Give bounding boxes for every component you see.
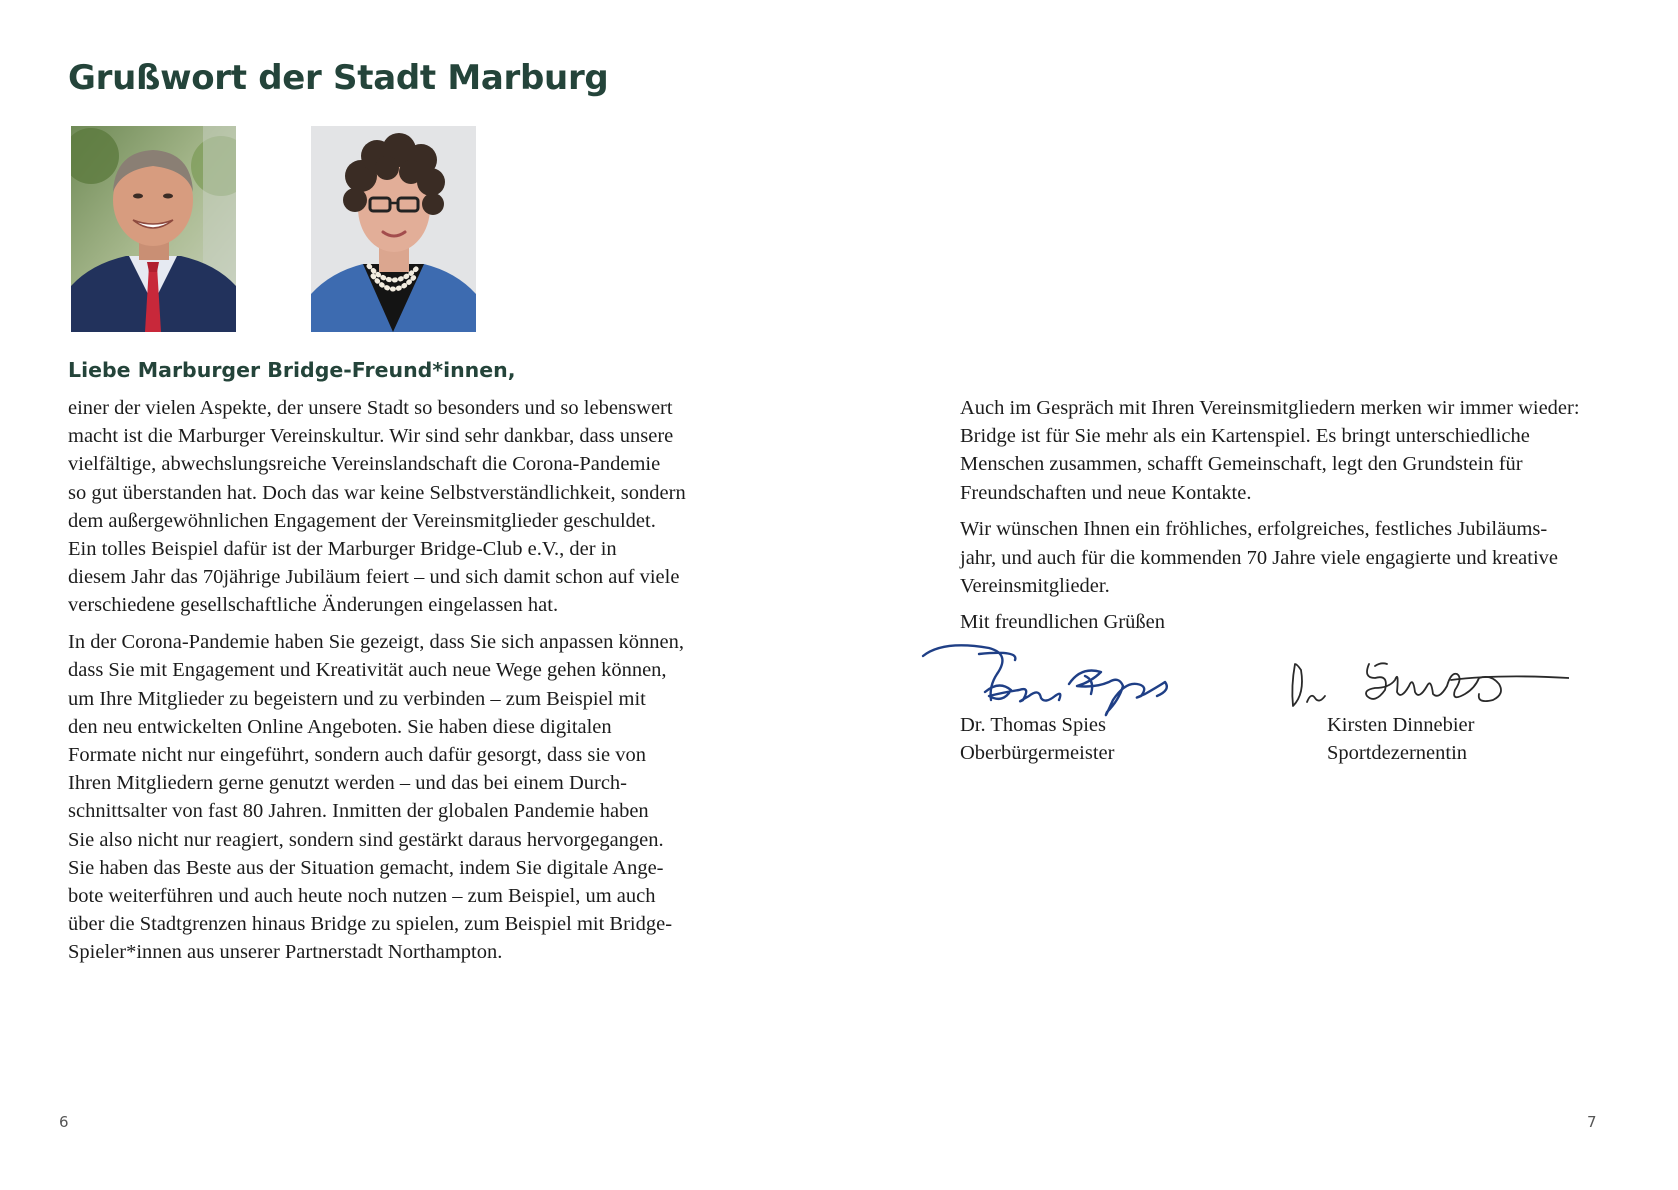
portrait-photo-dinnebier [311,126,476,332]
text-line: über die Stadtgrenzen hinaus Bridge zu spielen, zum Beispiel mit Bridge- [68,913,673,936]
letter-text-left [68,394,758,975]
text-line: verschiedene gesellschaftliche Änderungen eingelassen hat. [68,594,559,617]
text-line: Ihren Mitgliedern gerne genutzt werden – und das bei einem Durch- [68,772,627,795]
text-line: um Ihre Mitglieder zu begeistern und zu verbinden – zum Beispiel mit [68,687,646,710]
paragraph [68,628,758,966]
text-line: Sie haben das Beste aus der Situation gemacht, indem Sie digitale Ange- [68,856,664,879]
text-line: macht ist die Marburger Vereinskultur. Wir sind sehr dankbar, dass unsere [68,425,674,448]
text-line: dass Sie mit Engagement und Kreativität auch neue Wege gehen können, [68,659,667,682]
paragraph [960,394,1650,507]
closing-phrase [960,608,1650,636]
letter-text-right [960,394,1650,645]
text-line: bote weiterführen und auch heute noch nutzen – zum Beispiel, um auch [68,884,656,907]
text-line: jahr, und auch für die kommenden 70 Jahre viele engagierte und kreative [960,546,1559,569]
portrait-photo-spies [71,126,236,332]
text-line: den neu entwickelten Online Angeboten. Sie haben diese digitalen [68,715,612,738]
text-line: Spieler*innen aus unserer Partnerstadt Northampton. [68,941,503,964]
text-line: dem außergewöhnlichen Engagement der Vereinsmitglieder geschuldet. [68,509,656,532]
text-line: Ein tolles Beispiel dafür ist der Marburger Bridge-Club e.V., der in [68,538,617,561]
signatory-role: Oberbürgermeister [960,742,1115,764]
text-line: Mit freundlichen Grüßen [960,611,1165,634]
text-line: diesem Jahr das 70jährige Jubiläum feiert – und sich damit schon auf viele [68,566,680,589]
text-line: so gut überstanden hat. Doch das war keine Selbstverständlichkeit, sondern [68,481,686,504]
salutation: Liebe Marburger Bridge-Freund*innen, [68,358,516,382]
text-line: Formate nicht nur eingeführt, sondern auch dafür gesorgt, dass sie von [68,743,647,766]
text-line: Menschen zusammen, schafft Gemeinschaft, legt den Grundstein für [960,453,1523,476]
right-page [839,0,1678,1190]
text-line: In der Corona-Pandemie haben Sie gezeigt, dass Sie sich anpassen können, [68,631,684,654]
signatory-role: Sportdezernentin [1327,742,1468,764]
paragraph [960,515,1650,600]
signature-block-spies [919,634,1239,784]
page-title: Grußwort der Stadt Marburg [68,58,609,98]
text-line: schnittsalter von fast 80 Jahren. Inmitten der globalen Pandemie haben [68,800,649,823]
text-line: vielfältige, abwechslungsreiche Vereinslandschaft die Corona-Pandemie [68,453,661,476]
text-line: Vereinsmitglieder. [960,574,1110,597]
signature-block-dinnebier [1279,634,1599,784]
text-line: Wir wünschen Ihnen ein fröhliches, erfolgreiches, festliches Jubiläums- [960,518,1548,541]
text-line: Auch im Gespräch mit Ihren Vereinsmitgliedern merken wir immer wieder: [960,397,1580,419]
text-line: Freundschaften und neue Kontakte. [960,481,1252,504]
signatory-name: Kirsten Dinnebier [1327,714,1475,736]
page-number-right: 7 [1587,1113,1597,1131]
text-line: Sie also nicht nur reagiert, sondern sind gestärkt daraus hervorgegangen. [68,828,664,851]
text-line: einer der vielen Aspekte, der unsere Stadt so besonders und so lebenswert [68,397,673,419]
page-number-left: 6 [59,1113,69,1131]
paragraph [68,394,758,620]
text-line: Bridge ist für Sie mehr als ein Kartenspiel. Es bringt unterschiedliche [960,425,1530,448]
signatory-name: Dr. Thomas Spies [960,714,1106,736]
